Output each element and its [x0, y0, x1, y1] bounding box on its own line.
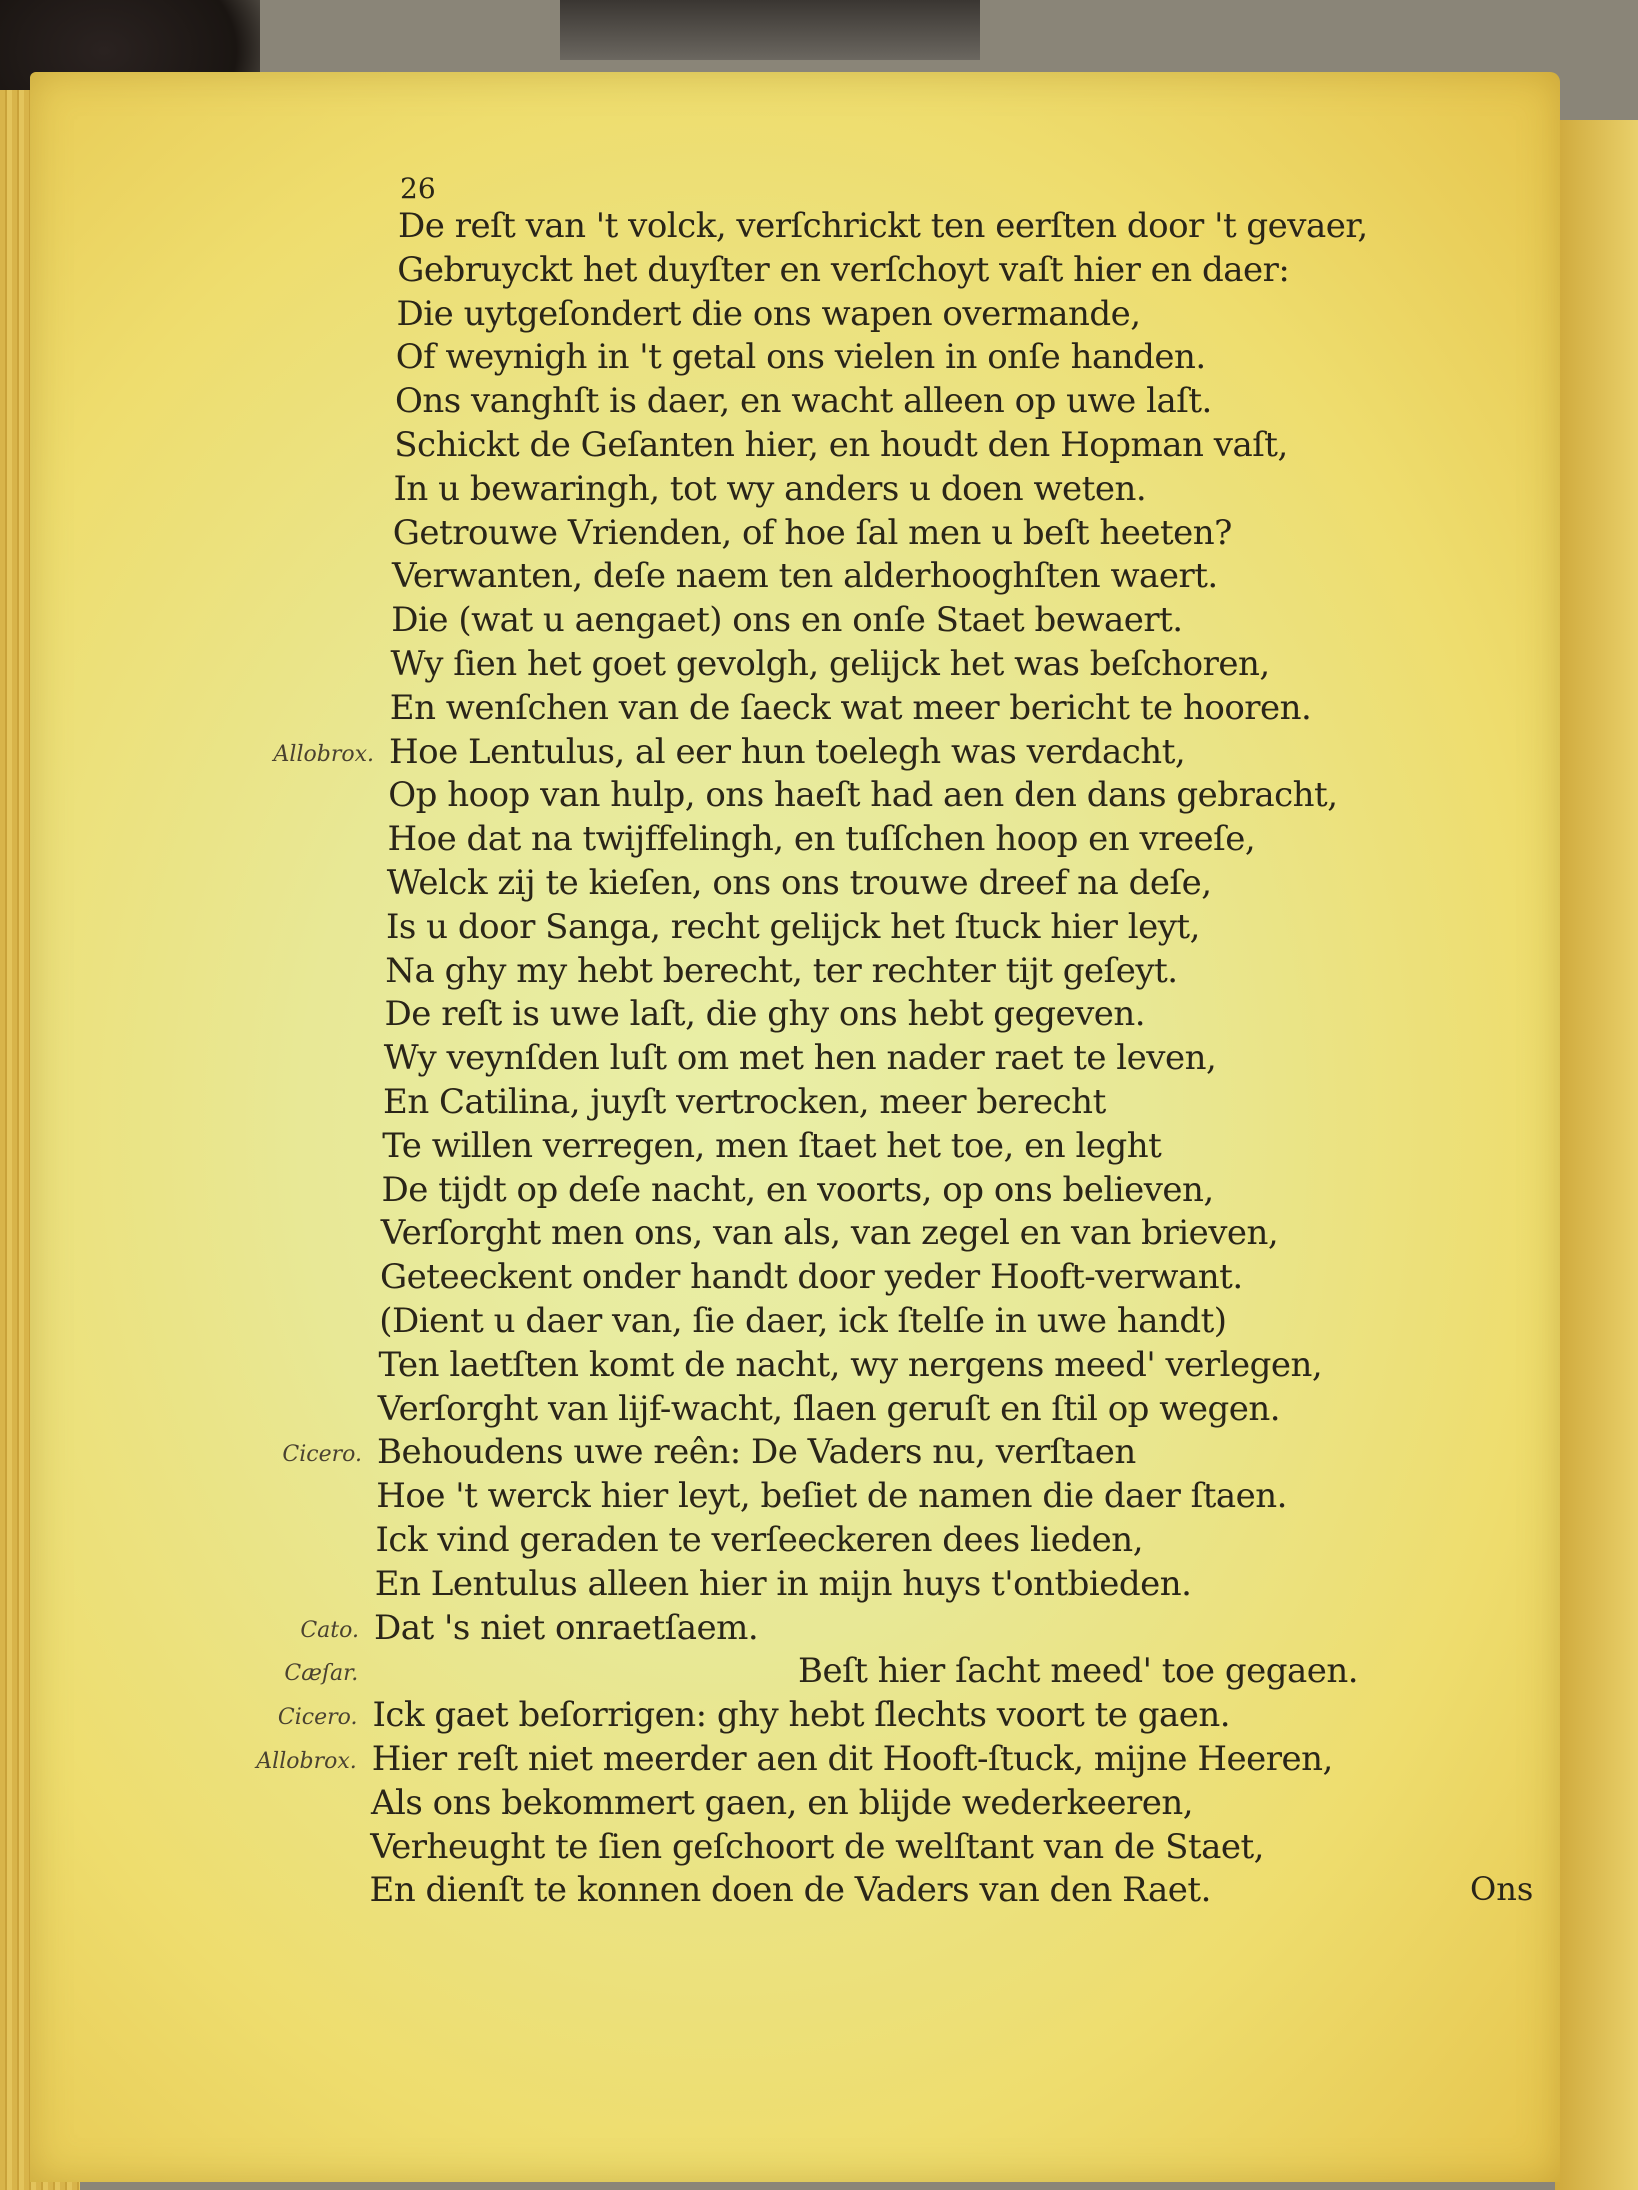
speaker-label: Cæſar.: [284, 1661, 359, 1687]
verse-line: Getrouwe Vrienden, of hoe ſal men u beſt heeten?: [392, 512, 1232, 553]
verse-line: En wenſchen van de ſaeck wat meer bericht te hooren.: [389, 687, 1312, 728]
verse-line: Beſt hier ſacht meed' toe gegaen.: [798, 1651, 1359, 1692]
verse-line: Is u door Sanga, recht gelijck het ſtuck hier leyt,: [386, 906, 1200, 947]
cloth-fold-background: [560, 0, 980, 60]
verse-line: Die uytgeſondert die ons wapen overmande,: [396, 293, 1141, 334]
verse-line: De reſt van 't volck, verſchrickt ten eerſten door 't gevaer,: [398, 206, 1368, 246]
verse-line: Gebruyckt het duyſter en verſchoyt vaſt hier en daer:: [397, 249, 1290, 290]
verse-line: Wy veynſden luſt om met hen nader raet te leven,: [383, 1038, 1217, 1079]
verse-line: Ten laetſten komt de nacht, wy nergens meed' verlegen,: [378, 1344, 1323, 1385]
verse-line: De tijdt op deſe nacht, en voorts, op ons believen,: [381, 1169, 1214, 1210]
speaker-label: Allobrox.: [273, 741, 374, 767]
verse-line: Hoe dat na twijffelingh, en tuſſchen hoop en vreeſe,: [387, 819, 1256, 860]
verse-line: Verſorght men ons, van als, van zegel en van brieven,: [380, 1213, 1279, 1254]
verse-line: Hoe Lentulus, al eer hun toelegh was verdacht,: [389, 731, 1186, 772]
catchword: Ons: [1470, 1870, 1534, 1909]
verse-line: In u bewaringh, tot wy anders u doen weten.: [393, 468, 1147, 509]
verse-line: Welck zij te kieſen, ons ons trouwe dreef na deſe,: [386, 863, 1212, 903]
verse-line: Of weynigh in 't getal ons vielen in onſe handen.: [395, 337, 1206, 378]
verse-line: Dat 's niet onraetſaem.: [374, 1607, 759, 1648]
verse-line: Verheught te ſien geſchoort de welſtant van de Staet,: [370, 1826, 1264, 1867]
verse-line: Verſorght van lijf-wacht, ſlaen geruſt en ſtil op wegen.: [377, 1388, 1281, 1429]
verse-line: (Dient u daer van, ſie daer, ick ſtelſe in uwe handt): [379, 1301, 1227, 1341]
verse-line: En Catilina, juyſt vertrocken, meer berecht: [383, 1082, 1106, 1122]
adjacent-page-edge: [1555, 120, 1638, 2190]
verse-line: Ick vind geraden te verſeeckeren dees lieden,: [375, 1520, 1144, 1560]
verse-line: Na ghy my hebt berecht, ter rechter tijt geſeyt.: [385, 950, 1178, 991]
speaker-label: Allobrox.: [256, 1749, 357, 1774]
verse-line: Geteeckent onder handt door yeder Hooft-verwant.: [380, 1257, 1243, 1298]
page-number: 26: [400, 172, 436, 205]
verse-line: Ons vanghſt is daer, en wacht alleen op uwe laſt.: [395, 381, 1212, 422]
verse-line: Te willen verregen, men ſtaet het toe, en leght: [382, 1125, 1162, 1166]
speaker-label: Cicero.: [277, 1705, 358, 1731]
verse-line: Verwanten, deſe naem ten alderhooghſten waert.: [392, 556, 1218, 597]
verse-line: Ick gaet beſorrigen: ghy hebt ſlechts voort te gaen.: [372, 1695, 1231, 1736]
verse-line: Op hoop van hulp, ons haeſt had aen den dans gebracht,: [388, 775, 1338, 816]
verse-line: Die (wat u aengaet) ons en onſe Staet bewaert.: [391, 600, 1183, 641]
verse-line: Schickt de Geſanten hier, en houdt den Hopman vaſt,: [394, 425, 1288, 465]
verse-line: Hier reſt niet meerder aen dit Hooft-ſtuck, mijne Heeren,: [371, 1739, 1333, 1779]
verse-line: De reſt is uwe laſt, die ghy ons hebt gegeven.: [384, 994, 1146, 1035]
verse-line: Als ons bekommert gaen, en blijde wederkeeren,: [371, 1782, 1194, 1823]
verse-line: Wy ſien het goet gevolgh, gelijck het was beſchoren,: [390, 644, 1270, 684]
verse-line: Hoe 't werck hier leyt, beſiet de namen die daer ſtaen.: [376, 1476, 1287, 1517]
verse-line: Behoudens uwe reên: De Vaders nu, verſtaen: [377, 1432, 1136, 1473]
speaker-label: Cicero.: [282, 1442, 362, 1468]
verse-line: En dienſt te konnen doen de Vaders van den Raet.: [369, 1870, 1211, 1911]
speaker-label: Cato.: [300, 1617, 359, 1643]
verse-line: En Lentulus alleen hier in mijn huys t'ontbieden.: [374, 1563, 1192, 1604]
